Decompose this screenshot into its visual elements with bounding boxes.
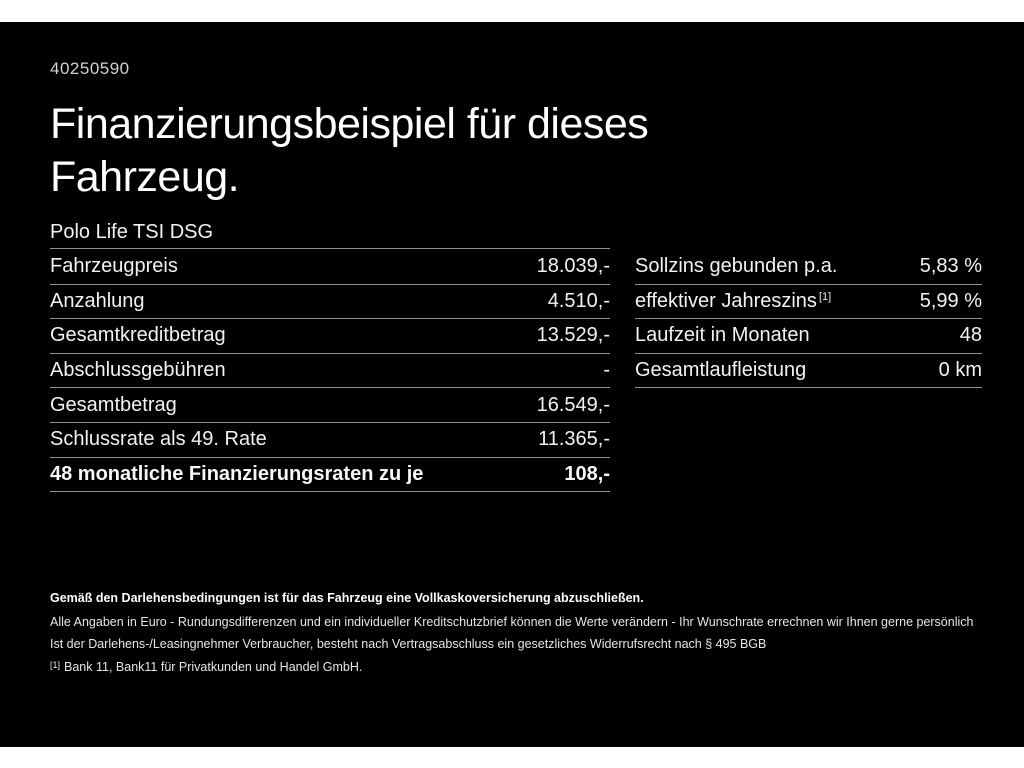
table-row [50, 285, 610, 320]
table-row [50, 319, 610, 354]
table-row [635, 319, 982, 354]
top-frame-bar [0, 0, 1024, 22]
table-row [635, 285, 982, 320]
row-value: 18.039,- [536, 255, 610, 278]
table-row [635, 354, 982, 389]
disclaimer-line: Alle Angaben in Euro - Rundungsdifferenzen und ein individueller Kreditschutzbrief können die Werte verändern - Ihr Wunschrate errechnen wir Ihnen gerne persönlich [50, 615, 974, 629]
conditions-table [635, 250, 982, 388]
offer-reference-number: 40250590 [50, 59, 130, 78]
row-label: Gesamtbetrag [50, 393, 177, 416]
legal-footer [50, 591, 985, 674]
footnote-text: Bank 11, Bank11 für Privatkunden und Handel GmbH. [64, 660, 363, 674]
vehicle-model-row [50, 217, 610, 249]
row-label: Abschlussgebühren [50, 359, 226, 382]
row-label: Gesamtlaufleistung [635, 359, 807, 382]
row-value: 4.510,- [547, 289, 610, 312]
table-row [50, 423, 610, 458]
row-label: Fahrzeugpreis [50, 255, 178, 278]
row-label: 48 monatliche Finanzierungsraten zu je [50, 462, 424, 485]
disclaimer-line: Ist der Darlehens-/Leasingnehmer Verbraucher, besteht nach Vertragsabschluss ein gesetzliches Widerrufsrecht nach § 495 BGB [50, 637, 767, 651]
row-label: Laufzeit in Monaten [635, 324, 810, 347]
row-label: effektiver Jahreszins [1] [635, 289, 832, 312]
row-value: 13.529,- [536, 324, 610, 347]
table-row [635, 250, 982, 285]
table-row [50, 250, 610, 285]
row-value: - [603, 359, 610, 382]
row-label: Anzahlung [50, 289, 145, 312]
row-value: 48 [959, 324, 982, 347]
vehicle-model-label: Polo Life TSI DSG [50, 221, 214, 243]
row-label: Schlussrate als 49. Rate [50, 428, 267, 451]
row-label: Gesamtkreditbetrag [50, 324, 226, 347]
footnote-marker: [1] [50, 660, 61, 670]
row-value: 0 km [938, 359, 982, 382]
page-title: Finanzierungsbeispiel für dieses Fahrzeug. [50, 100, 649, 201]
row-value: 11.365,- [538, 428, 610, 451]
row-value: 108,- [564, 462, 610, 485]
bank-footnote [50, 660, 985, 674]
financing-table [50, 250, 610, 492]
table-row-monthly-rate [50, 458, 610, 493]
row-label: Sollzins gebunden p.a. [635, 255, 838, 278]
row-value: 5,99 % [919, 289, 982, 312]
insurance-note: Gemäß den Darlehensbedingungen ist für das Fahrzeug eine Vollkaskoversicherung abzuschließen. [50, 591, 644, 605]
table-row [50, 354, 610, 389]
table-row [50, 388, 610, 423]
row-value: 16.549,- [536, 393, 610, 416]
bottom-frame-bar [0, 747, 1024, 768]
row-value: 5,83 % [919, 255, 982, 278]
footnote-ref: [1] [818, 290, 832, 303]
